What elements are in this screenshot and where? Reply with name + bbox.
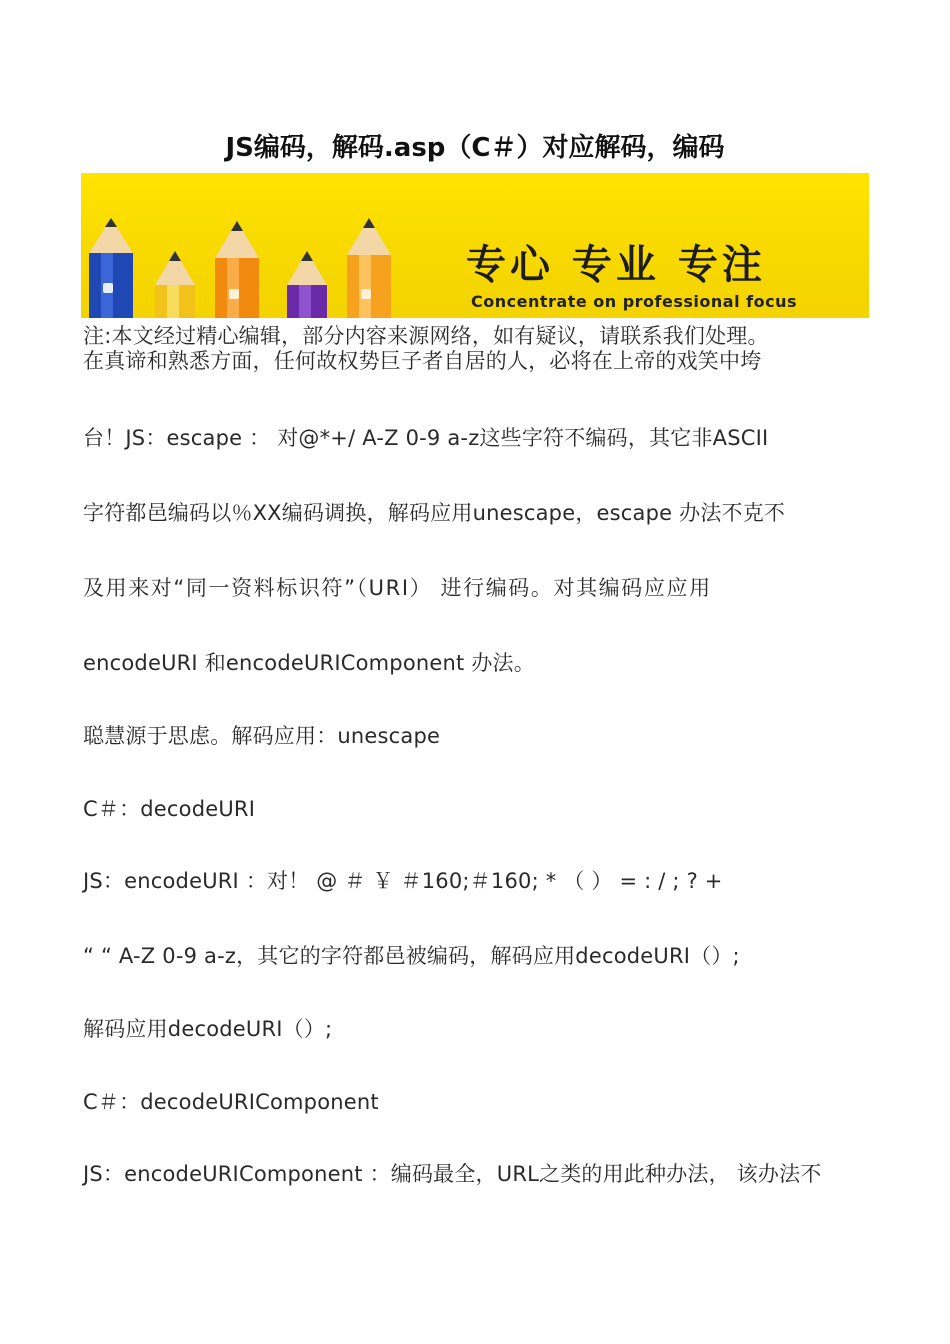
body-line: 聪慧源于思虑。解码应用：unescape: [83, 724, 441, 748]
note-line: 在真谛和熟悉方面，任何故权势巨子者自居的人，必将在上帝的戏笑中垮: [83, 349, 762, 373]
body-line: 及用来对“同一资料标识符”（URI） 进行编码。对其编码应应用: [83, 576, 712, 600]
body-line: C＃：decodeURIComponent: [83, 1090, 379, 1114]
banner-image: [81, 173, 869, 318]
yellow-pencil-icon: [155, 251, 195, 318]
orange-pencil-icon: [215, 221, 259, 318]
light-orange-pencil-icon: [347, 218, 391, 318]
page-title: JS编码，解码.asp（C＃）对应解码，编码: [225, 133, 725, 163]
body-line: JS：encodeURIComponent ：编码最全，URL之类的用此种办法， 该办法不: [83, 1162, 822, 1186]
body-line: 解码应用decodeURI（）;: [83, 1017, 333, 1041]
body-line: “ “ A-Z 0-9 a-z，其它的字符都邑被编码，解码应用decodeURI（）;: [83, 944, 740, 968]
note-line: 注:本文经过精心编辑，部分内容来源网络，如有疑议，请联系我们处理。: [83, 324, 769, 348]
banner-slogan: 专心 专业 专注: [466, 242, 766, 288]
banner-slogan-english: Concentrate on professional focus: [471, 292, 797, 311]
body-line: 字符都邑编码以％XX编码调换，解码应用unescape，escape 办法不克不: [83, 501, 786, 525]
body-line: JS：encodeURI ：对！ @ ＃ ￥ ＃160;＃160; * （ ） = : / ; ? +: [83, 869, 723, 893]
body-line: C＃：decodeURI: [83, 797, 256, 821]
blue-pencil-icon: [89, 218, 133, 318]
body-line: 台！JS：escape ： 对@*+/ A-Z 0-9 a-z这些字符不编码，其它非ASCII: [83, 426, 769, 450]
body-line: encodeURI 和encodeURIComponent 办法。: [83, 651, 535, 675]
purple-pencil-icon: [287, 251, 327, 318]
